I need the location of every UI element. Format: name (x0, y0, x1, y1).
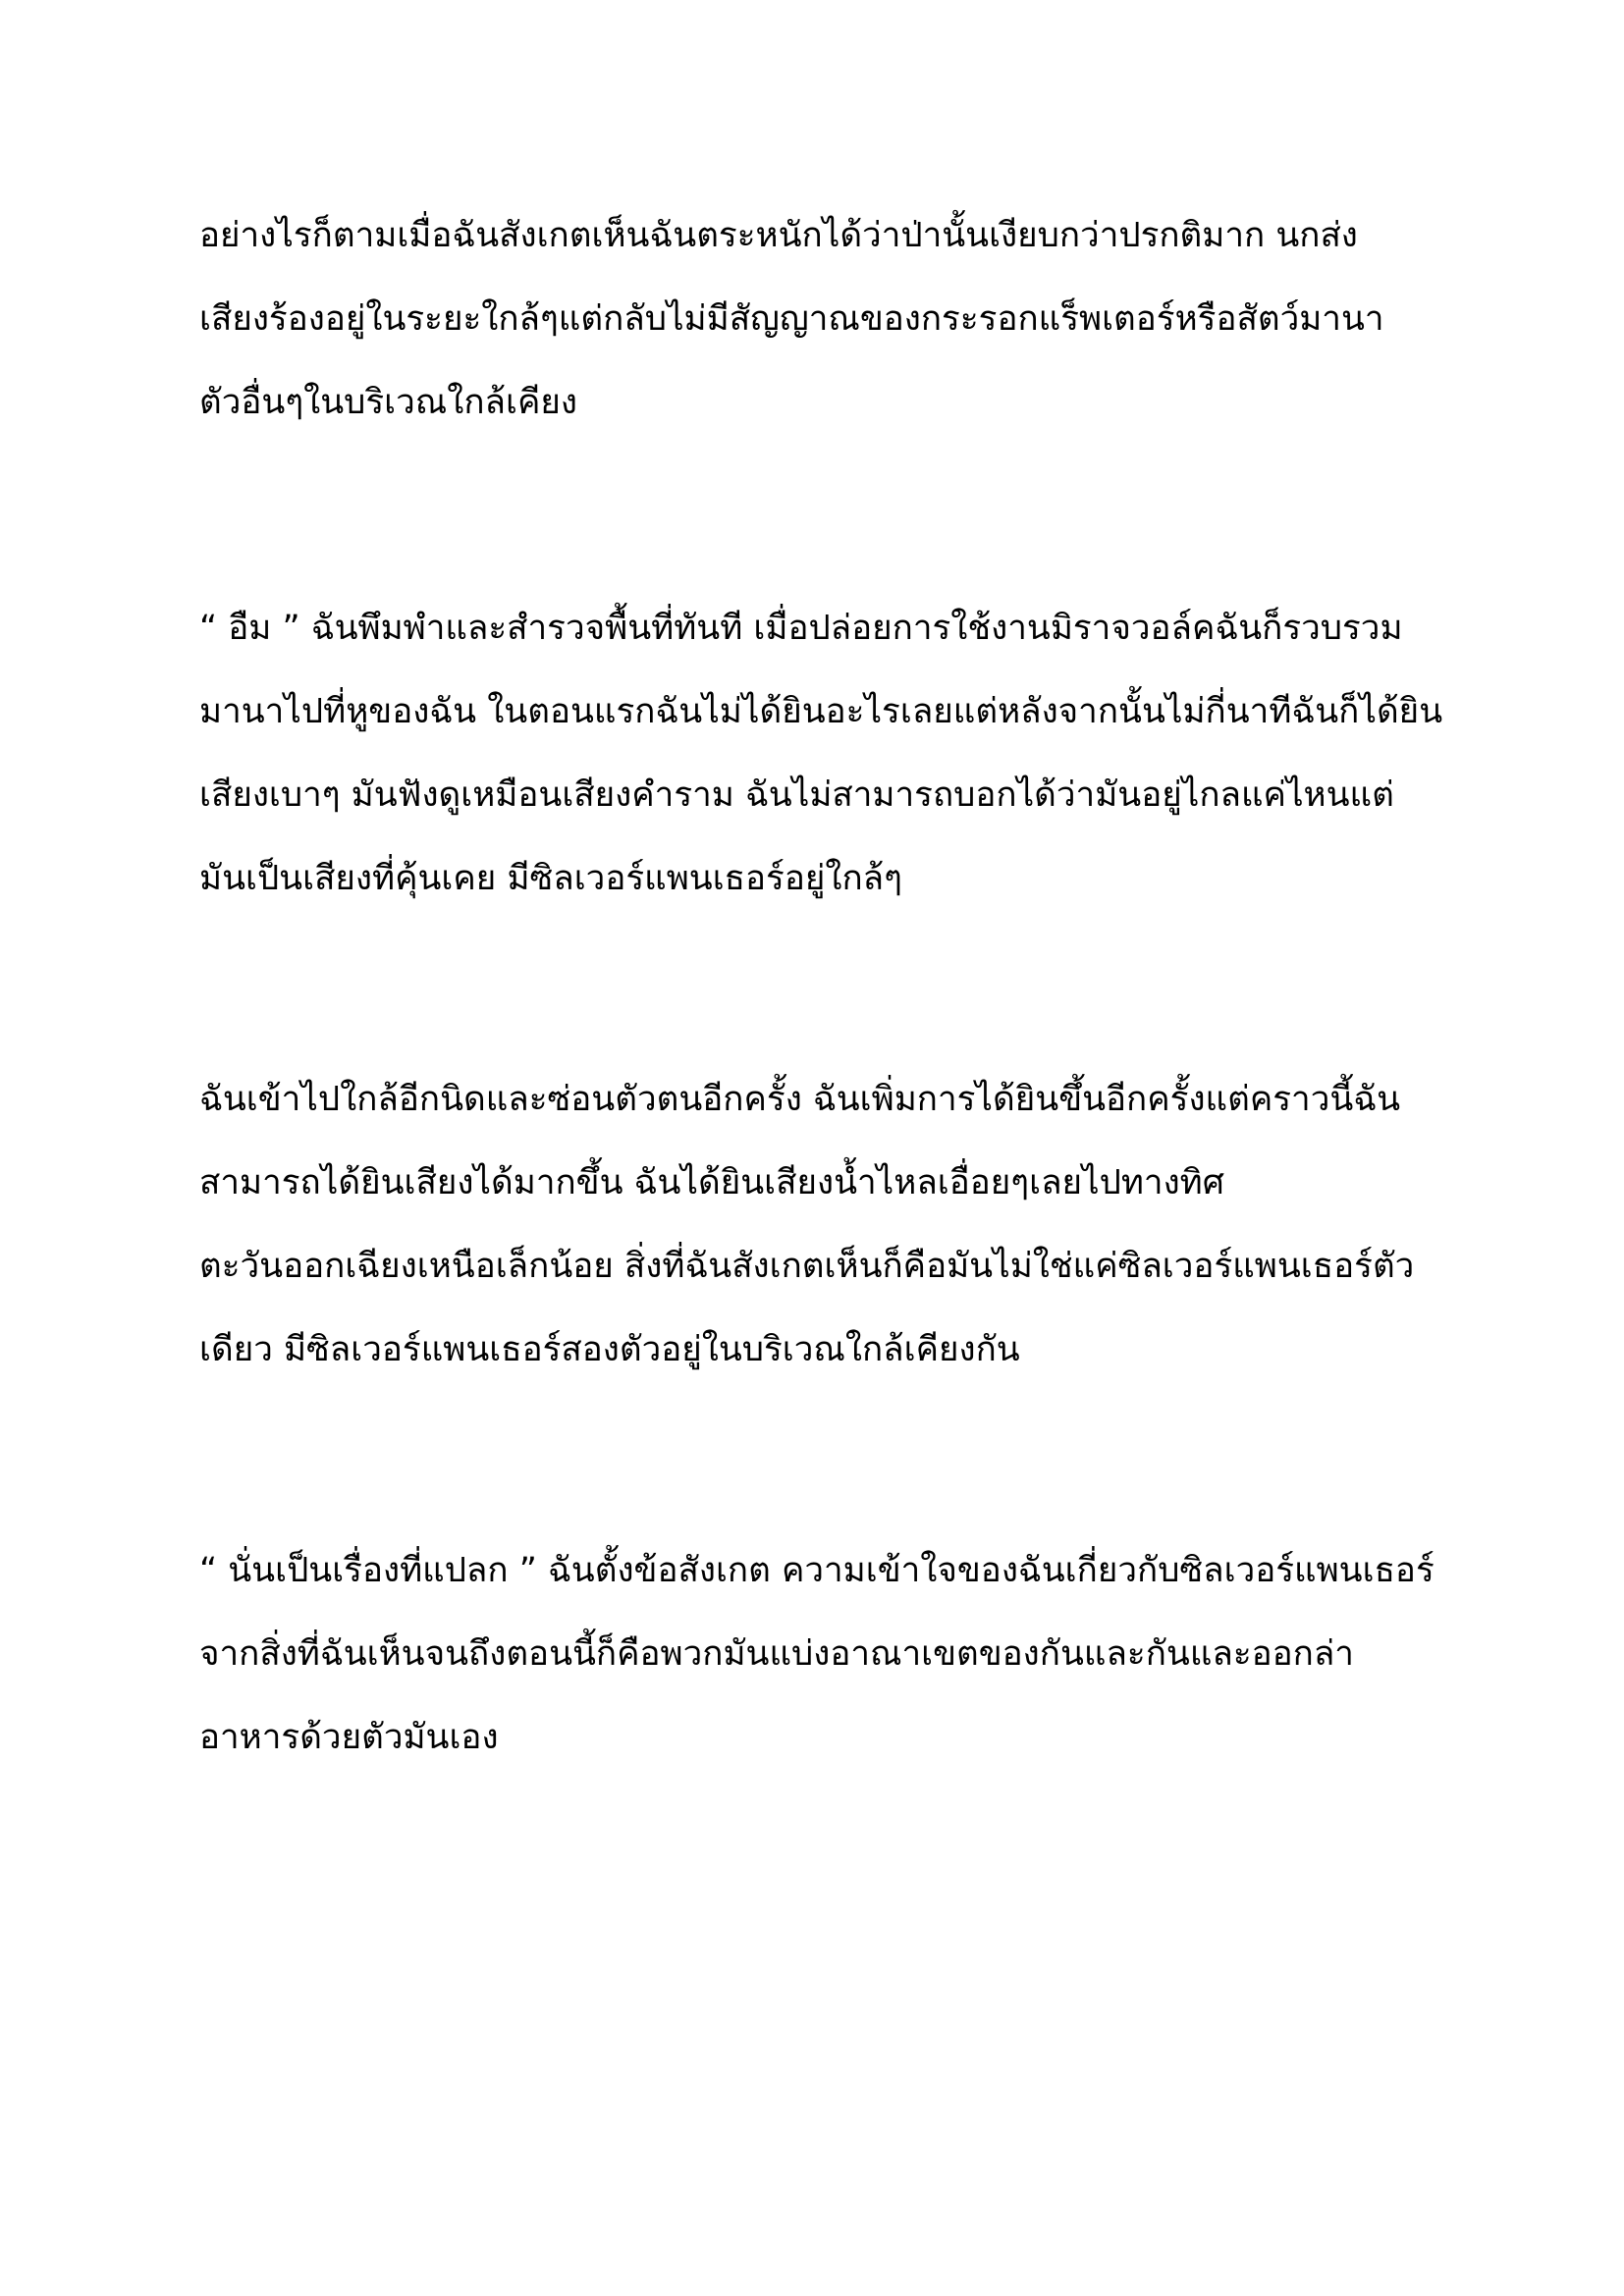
paragraph-line: ฉันเข้าไปใกล้อีกนิดและซ่อนตัวตนอีกครั้ง ฉันเพิ่มการได้ยินขึ้นอีกครั้งแต่คราวนี้ฉัน (199, 1080, 1401, 1119)
paragraph-4 (199, 1529, 1466, 1780)
paragraph-line: มานาไปที่หูของฉัน ในตอนแรกฉันไม่ได้ยินอะไรเลยแต่หลังจากนั้นไม่กี่นาทีฉันก็ได้ยิน (199, 692, 1443, 731)
paragraph-line: เดียว มีซิลเวอร์แพนเธอร์สองตัวอยู่ในบริเวณใกล้เคียงกัน (199, 1330, 1020, 1369)
paragraph-3 (199, 1058, 1466, 1392)
paragraph-1 (199, 194, 1466, 445)
paragraph-line: ตัวอื่นๆในบริเวณใกล้เคียง (199, 383, 577, 422)
paragraph-line: เสียงร้องอยู่ในระยะใกล้ๆแต่กลับไม่มีสัญญาณของกระรอกแร็พเตอร์หรือสัตว์มานา (199, 299, 1384, 339)
paragraph-line: สามารถได้ยินเสียงได้มากขึ้น ฉันได้ยินเสียงน้ำไหลเอื่อยๆเลยไปทางทิศ (199, 1163, 1224, 1202)
paragraph-line: มันเป็นเสียงที่คุ้นเคย มีซิลเวอร์แพนเธอร์อยู่ใกล้ๆ (199, 859, 902, 898)
paragraph-line: อย่างไรก็ตามเมื่อฉันสังเกตเห็นฉันตระหนักได้ว่าป่านั้นเงียบกว่าปรกติมาก นกส่ง (199, 216, 1358, 255)
paragraph-line: อาหารด้วยตัวมันเอง (199, 1718, 499, 1757)
paragraph-line: ตะวันออกเฉียงเหนือเล็กน้อย สิ่งที่ฉันสังเกตเห็นก็คือมันไม่ใช่แค่ซิลเวอร์แพนเธอร์ตัว (199, 1247, 1415, 1286)
paragraph-line: “ นั่นเป็นเรื่องที่แปลก ” ฉันตั้งข้อสังเกต ความเข้าใจของฉันเกี่ยวกับซิลเวอร์แพนเธอร์ (199, 1551, 1435, 1590)
paragraph-line: “ อืม ” ฉันพึมพำและสำรวจพื้นที่ทันที เมื่อปล่อยการใช้งานมิราจวอล์คฉันก็รวบรวม (199, 609, 1403, 648)
paragraph-line: เสียงเบาๆ มันฟังดูเหมือนเสียงคำราม ฉันไม่สามารถบอกได้ว่ามันอยู่ไกลแค่ไหนแต่ (199, 775, 1394, 815)
paragraph-line: จากสิ่งที่ฉันเห็นจนถึงตอนนี้ก็คือพวกมันแบ่งอาณาเขตของกันและกันและออกล่า (199, 1634, 1354, 1674)
paragraph-2 (199, 587, 1466, 921)
